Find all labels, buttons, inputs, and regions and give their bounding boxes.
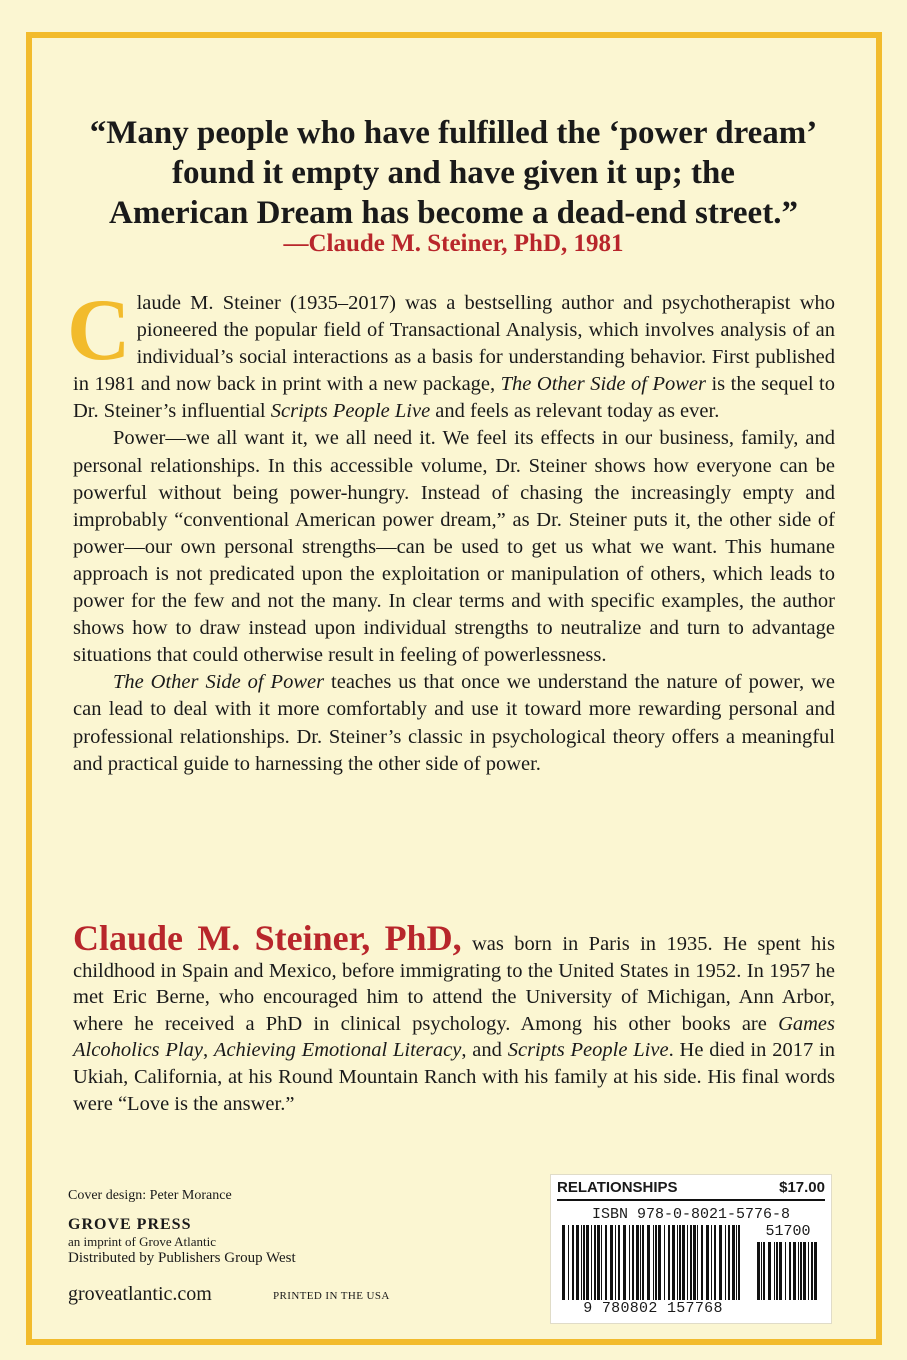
barcode-stripe bbox=[677, 1225, 678, 1300]
description-paragraph-3: The Other Side of Power teaches us that once we understand the nature of power, we can lead to deal with it more comfortably and use it toward more rewarding personal and professional relationships. Dr. Steiner’s classic in psychological theory offers a meaningful and practical guide to harnessing the other side of power. bbox=[73, 671, 835, 775]
book-description bbox=[67, 282, 835, 778]
barcode-stripe bbox=[664, 1225, 665, 1300]
barcode-stripe bbox=[776, 1242, 778, 1300]
isbn-label: ISBN 978-0-8021-5776-8 bbox=[591, 1206, 791, 1223]
barcode-stripe bbox=[774, 1242, 775, 1300]
barcode-header bbox=[557, 1179, 825, 1201]
barcode-stripe bbox=[636, 1225, 639, 1300]
barcode-stripe bbox=[568, 1225, 569, 1300]
barcode-stripe bbox=[763, 1242, 765, 1300]
barcode-stripe bbox=[761, 1242, 762, 1300]
category-label: RELATIONSHIPS bbox=[557, 1179, 678, 1196]
barcode-stripe bbox=[653, 1225, 654, 1300]
barcode-stripe bbox=[679, 1225, 681, 1300]
barcode-stripe bbox=[697, 1225, 698, 1300]
barcode-stripe bbox=[642, 1225, 644, 1300]
barcode-stripe bbox=[601, 1225, 602, 1300]
barcode-stripe bbox=[672, 1225, 675, 1300]
publisher-website: groveatlantic.com bbox=[68, 1283, 212, 1305]
barcode-stripe bbox=[572, 1225, 574, 1300]
book-title: The Other Side of Power bbox=[500, 373, 706, 396]
barcode-stripe bbox=[576, 1225, 579, 1300]
book-title: Games Alcoholics Play bbox=[73, 1012, 835, 1062]
quote-line-2: found it empty and have given it up; the bbox=[172, 155, 735, 191]
barcode-stripe bbox=[693, 1225, 696, 1300]
barcode-stripe bbox=[811, 1242, 813, 1300]
barcode-stripe bbox=[640, 1225, 641, 1300]
barcode-stripe bbox=[618, 1225, 620, 1300]
barcode-digits: 9 780802 157768 bbox=[583, 1300, 723, 1317]
barcode-stripe bbox=[583, 1225, 585, 1300]
barcode-box bbox=[550, 1174, 832, 1324]
ean-barcode-bars bbox=[561, 1225, 745, 1300]
barcode-stripe bbox=[615, 1225, 616, 1300]
book-title: Scripts People Live bbox=[270, 400, 431, 423]
barcode-stripe bbox=[803, 1242, 806, 1300]
barcode-stripe bbox=[768, 1242, 771, 1300]
drop-cap: C bbox=[67, 282, 131, 379]
price-addon-number: 51700 bbox=[765, 1223, 811, 1240]
barcode-stripe bbox=[808, 1242, 809, 1300]
book-title: Achieving Emotional Literacy bbox=[213, 1039, 462, 1062]
author-bio bbox=[73, 918, 836, 1117]
barcode-stripe bbox=[814, 1242, 817, 1300]
barcode-stripe bbox=[706, 1225, 709, 1300]
description-paragraph-1: Claude M. Steiner (1935–2017) was a bestselling author and psychotherapist who pioneered the popular field of Transactional Analysis, which involves analysis of an individual’s social interactions as a basis for understanding behavior. First published in 1981 and now back in print with a new package, The Other Side of Power is the sequel to Dr. Steiner’s influential Scripts People Live and feels as relevant today as ever. bbox=[67, 282, 835, 423]
barcode-stripe bbox=[655, 1225, 657, 1300]
barcode-stripe bbox=[629, 1225, 630, 1300]
publisher-block bbox=[68, 1216, 296, 1267]
author-name: Claude M. Steiner, PhD, bbox=[73, 918, 462, 958]
barcode-stripe bbox=[793, 1242, 796, 1300]
barcode-stripe bbox=[682, 1225, 685, 1300]
description-paragraph-2: Power—we all want it, we all need it. We feel its effects in our business, family, and personal relationships. In this accessible volume, Dr. Steiner shows how everyone can be powerful without being power-hungry. Instead of chasing the increasingly empty and improbably “conventional American power dream,” as Dr. Steiner puts it, the other side of power—our own personal strengths—can be used to get us what we want. This humane approach is not predicated upon the exploitation or manipulation of others, which leads to power for the few and not the many. In clear terms and with specific examples, the author shows how to draw instead upon individual strengths to neutralize and turn to advantage situations that could otherwise result in feeling of powerlessness. bbox=[73, 427, 835, 667]
barcode-stripe bbox=[687, 1225, 688, 1300]
barcode-stripe bbox=[732, 1225, 735, 1300]
barcode-stripe bbox=[728, 1225, 730, 1300]
barcode-stripe bbox=[581, 1225, 582, 1300]
barcode-stripe bbox=[690, 1225, 692, 1300]
barcode-stripe bbox=[632, 1225, 634, 1300]
barcode-stripe bbox=[562, 1225, 565, 1300]
barcode-stripe bbox=[605, 1225, 607, 1300]
barcode-stripe bbox=[789, 1242, 791, 1300]
barcode-stripe bbox=[738, 1225, 740, 1300]
barcode-stripe bbox=[798, 1242, 799, 1300]
barcode-stripe bbox=[586, 1225, 589, 1300]
barcode-stripe bbox=[591, 1225, 592, 1300]
barcode-stripe bbox=[725, 1225, 726, 1300]
publisher-imprint: an imprint of Grove Atlantic bbox=[68, 1234, 217, 1249]
barcode-stripe bbox=[610, 1225, 613, 1300]
barcode-stripe bbox=[623, 1225, 626, 1300]
pull-quote bbox=[60, 113, 847, 233]
barcode-stripe bbox=[714, 1225, 716, 1300]
printed-in-label: PRINTED IN THE USA bbox=[273, 1290, 390, 1302]
barcode-stripe bbox=[800, 1242, 802, 1300]
book-title: The Other Side of Power bbox=[113, 671, 325, 694]
quote-line-1: “Many people who have fulfilled the ‘power dream’ bbox=[89, 115, 818, 151]
price-label: $17.00 bbox=[779, 1179, 825, 1196]
quote-line-3: American Dream has become a dead-end street.” bbox=[109, 195, 798, 231]
barcode-stripe bbox=[757, 1242, 760, 1300]
barcode-stripe bbox=[736, 1225, 737, 1300]
barcode-stripe bbox=[647, 1225, 650, 1300]
barcode-stripe bbox=[668, 1225, 670, 1300]
publisher-name: GROVE PRESS bbox=[68, 1216, 192, 1233]
barcode-stripe bbox=[785, 1242, 786, 1300]
addon-barcode-bars bbox=[756, 1242, 820, 1300]
barcode-stripe bbox=[701, 1225, 703, 1300]
barcode-stripe bbox=[719, 1225, 722, 1300]
cover-design-credit: Cover design: Peter Morance bbox=[68, 1188, 232, 1203]
barcode-stripe bbox=[594, 1225, 596, 1300]
distributor: Distributed by Publishers Group West bbox=[68, 1250, 296, 1266]
barcode-stripe bbox=[597, 1225, 600, 1300]
bio-paragraph: Claude M. Steiner, PhD, was born in Paris in 1935. He spent his childhood in Spain and Mexico, before immigrating to the United States in 1952. In 1957 he met Eric Berne, who encouraged him to attend the University of Michigan, Ann Arbor, where he received a PhD in clinical psychology. Among his other books are Games Alcoholics Play, Achieving Emotional Literacy, and Scripts People Live. He died in 2017 in Ukiah, California, at his Round Mountain Ranch with his family at his side. His final words were “Love is the answer.” bbox=[73, 918, 836, 1115]
barcode-stripe bbox=[658, 1225, 661, 1300]
barcode-stripe bbox=[711, 1225, 712, 1300]
barcode-stripe bbox=[779, 1242, 782, 1300]
book-title: Scripts People Live bbox=[507, 1039, 669, 1062]
quote-attribution: —Claude M. Steiner, PhD, 1981 bbox=[283, 230, 624, 257]
